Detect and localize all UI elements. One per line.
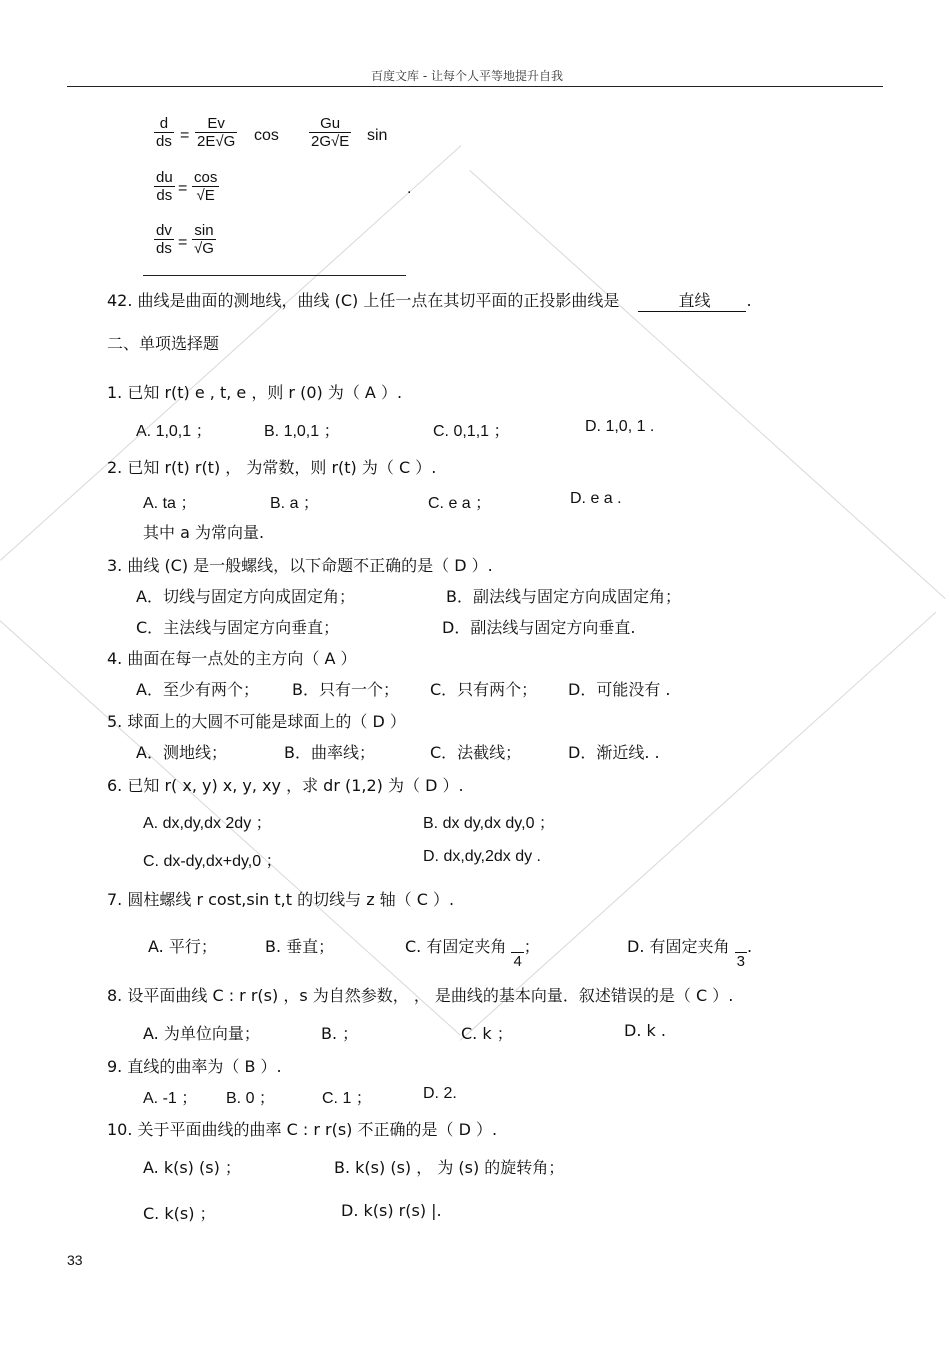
question-10-stem: 10. 关于平面曲线的曲率 C : r r(s) 不正确的是（ D ）. [107,1120,498,1139]
watermark-line [469,170,945,599]
formula-text: cos [254,127,279,144]
formula-dot: . [407,180,412,197]
equals-sign: = [178,180,188,197]
question-4-stem: 4. 曲面在每一点处的主方向（ A ） [107,649,357,668]
question-6-option-a: A. dx,dy,dx 2dy ； [143,815,272,832]
question-2-option-d: D. e a . [570,490,622,507]
watermark-line [0,145,461,561]
formula-fraction: $\frac{du}{ds}$ [156,169,173,204]
question-3-option-a: A．切线与固定方向成固定角； [136,587,355,606]
question-7-stem: 7. 圆柱螺线 r cost,sin t,t 的切线与 z 轴（ C ）. [107,890,455,909]
formula-fraction: $\frac{\sin}{√G}$ [194,222,214,257]
question-7-option-d: D. 有固定夹角 3 . [627,937,753,970]
question-1-option-d: D. 1,0, 1 . [585,418,655,435]
page-header: 百度文库 - 让每个人平等地提升自我 [371,69,563,83]
question-5-option-c: C．法截线； [430,743,522,762]
question-9-option-c: C. 1 ； [322,1090,372,1107]
header-rule [67,86,883,87]
formula-fraction: $\frac{\cos}{√E}$ [194,169,218,204]
question-8-option-b: B. ； [321,1024,359,1043]
question-10-option-a: A. k(s) (s) ； [143,1158,241,1177]
formula-fraction: $\frac{d}{ds}$ [156,115,172,150]
question-4-option-d: D．可能没有 . [568,680,671,699]
question-7-option-b: B. 垂直； [265,937,335,956]
question-7-option-c: C. 有固定夹角 4 ； [405,937,540,970]
question-2-option-c: C. e a ； [428,495,492,512]
question-5-option-a: A．测地线； [136,743,227,762]
question-5-option-b: B．曲率线； [284,743,375,762]
question-1-option-c: C. 0,1,1 ； [433,423,510,440]
formula-fraction: $\frac{Ev}{2E√G}$ [197,115,236,150]
question-7-option-a: A. 平行； [148,937,217,956]
question-9-option-d: D. 2. [423,1085,457,1102]
question-9-option-b: B. 0 ； [226,1090,275,1107]
question-6-option-c: C. dx-dy,dx+dy,0 ； [143,853,282,870]
question-8-option-c: C. k ； [461,1024,513,1043]
question-4-option-b: B．只有一个； [292,680,399,699]
question-10-option-b: B. k(s) (s) ， 为 (s) 的旋转角； [334,1158,565,1177]
question-8-option-d: D. k . [624,1021,666,1040]
question-2-option-a: A. ta ； [143,495,197,512]
question-10-option-d: D. k(s) r(s) |. [341,1201,442,1220]
question-1-option-b: B. 1,0,1 ； [264,423,340,440]
question-6-option-b: B. dx dy,dx dy,0 ； [423,815,555,832]
question-3-option-c: C．主法线与固定方向垂直； [136,618,340,637]
page-number: 33 [67,1252,83,1268]
question-4-option-c: C．只有两个； [430,680,538,699]
question-2-note: 其中 a 为常向量. [143,523,265,542]
question-8-option-a: A. 为单位向量； [143,1024,260,1043]
question-5-option-d: D．渐近线. . [568,743,660,762]
question-42: 42. 曲线是曲面的测地线，曲线 (C) 上任一点在其切平面的正投影曲线是 直线 . [107,288,752,312]
question-9-stem: 9. 直线的曲率为（ B ）. [107,1057,282,1076]
question-3-option-b: B．副法线与固定方向成固定角； [446,587,681,606]
question-6-option-d: D. dx,dy,2dx dy . [423,848,541,865]
question-1-option-a: A. 1,0,1 ； [136,423,212,440]
answer-blank: 直线 [638,288,746,312]
question-3-stem: 3. 曲线 (C) 是一般螺线，以下命题不正确的是（ D ）. [107,556,493,575]
formula-fraction: $\frac{dv}{ds}$ [156,222,172,257]
formula-fraction: $\frac{Gu}{2G√E}$ [311,115,350,150]
answer-rule [143,275,406,276]
question-2-option-b: B. a ； [270,495,319,512]
question-4-option-a: A．至少有两个； [136,680,259,699]
formula-text: sin [367,127,388,144]
equals-sign: = [178,234,188,251]
question-10-option-c: C. k(s) ； [143,1204,216,1223]
question-8-stem: 8. 设平面曲线 C : r r(s) ，s 为自然参数， ， 是曲线的基本向量．叙述错误的是（ C ）. [107,986,734,1005]
question-1-stem: 1. 已知 r(t) e , t, e ，则 r (0) 为（ A ）. [107,383,403,402]
question-5-stem: 5. 球面上的大圆不可能是球面上的（ D ） [107,712,406,731]
question-2-stem: 2. 已知 r(t) r(t) ， 为常数，则 r(t) 为（ C ）. [107,458,437,477]
question-9-option-a: A. -1 ； [143,1090,198,1107]
question-3-option-d: D．副法线与固定方向垂直. [442,618,636,637]
section-heading: 二、单项选择题 [107,334,220,353]
angle-fraction: 4 [513,953,522,970]
question-6-stem: 6. 已知 r( x, y) x, y, xy ，求 dr (1,2) 为（ D ）. [107,776,464,795]
equals-sign: = [180,127,190,144]
angle-fraction: 3 [736,953,745,970]
